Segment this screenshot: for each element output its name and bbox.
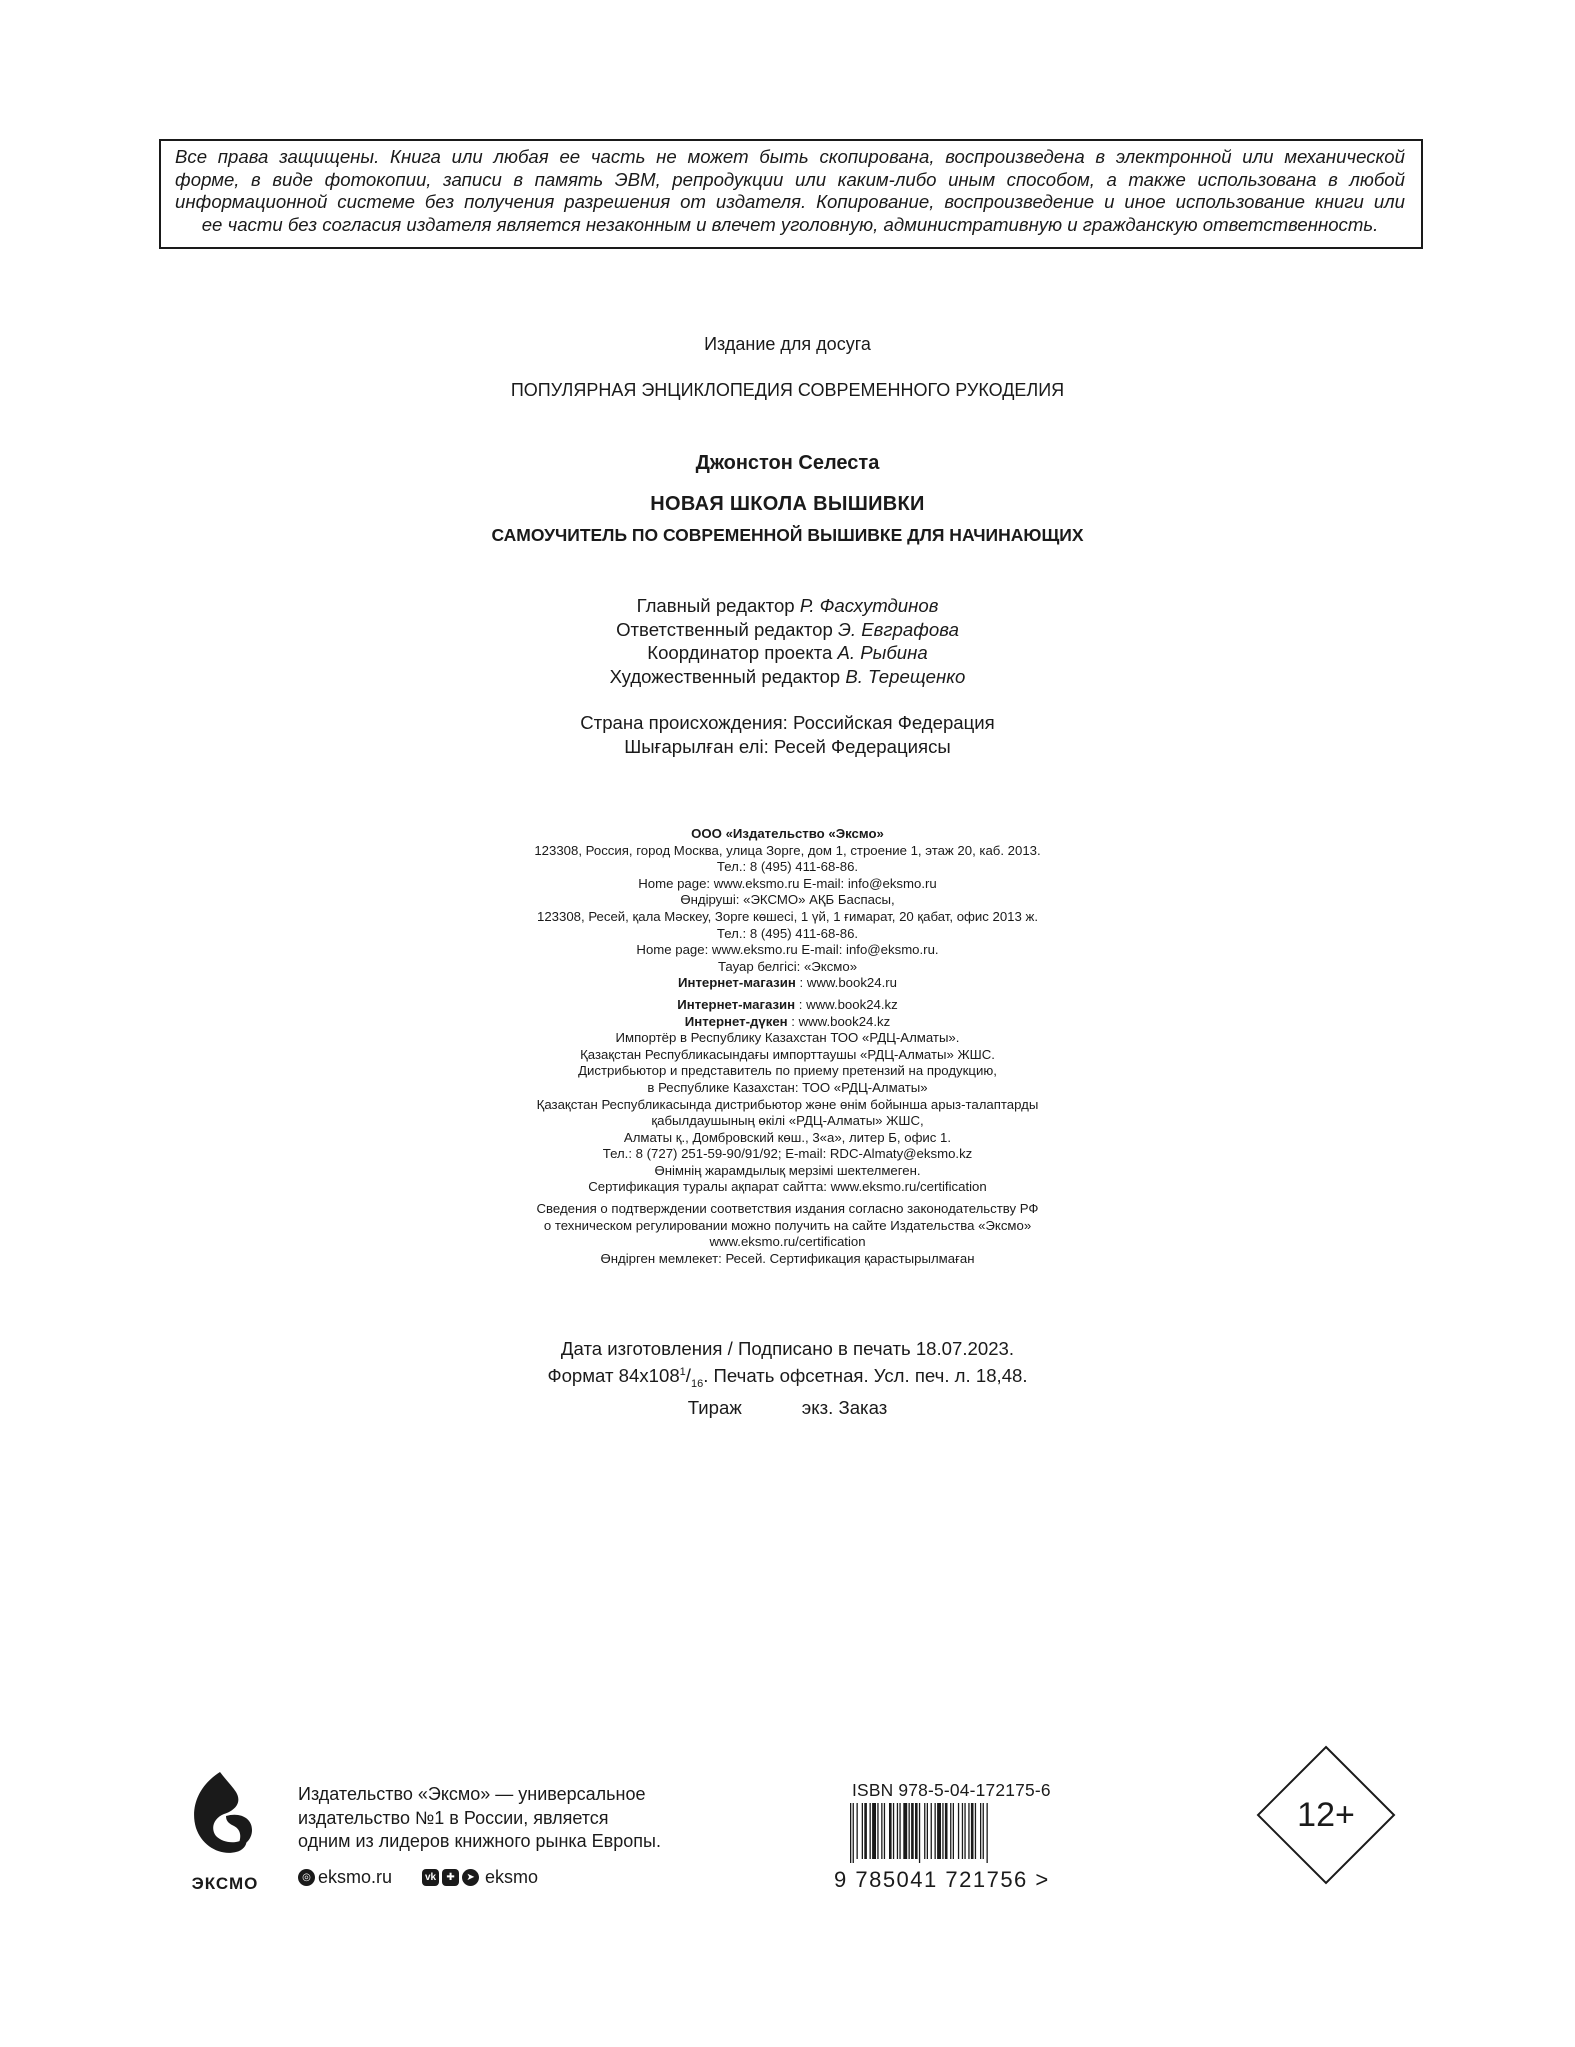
eksmo-logo-icon (180, 1766, 270, 1866)
barcode-bar (942, 1803, 943, 1859)
series-name: ПОПУЛЯРНАЯ ЭНЦИКЛОПЕДИЯ СОВРЕМЕННОГО РУКОДЕЛИЯ (510, 380, 1065, 400)
rights-notice-box (159, 139, 1423, 249)
publisher-info: ООО «Издательство «Эксмо» 123308, Россия, город Москва, улица Зорге, дом 1, строение 1, этаж 20, каб. 2013. Тел.: 8 (495) 411-68-86. Home page: www.eksmo.ru E-mail: info@eksmo.ru Өндіруші: «ЭКСМО» АҚБ Баспасы, 123308, Ресей, қала Мәскеу, Зорге көшесі, 1 үй, 1 ғимарат, 20 қабат, офис 2013 ж. Тел.: 8 (495) 411-68-86. Home page: www.eksmo.ru E-mail: info@eksmo.ru. Тауар белгісі: «Эксмо» Интернет-магазин : www.book24.ru Интернет-магазин : www.book24.kz Интернет-дүкен : www.book24.kz Импортёр в Республику Казахстан ТОО «РДЦ-Алматы». Қазақстан Республикасындағы импорттаушы «РДЦ-Алматы» ЖШС. Дистрибьютор и представитель по приему претензий на продукцию, в Республике Казахстан: ТОО «РДЦ-Алматы» Қазақстан Республикасында дистрибьютор және өнім бойынша арыз-талаптарды қабылдаушының өкілі «РДЦ-Алматы» ЖШС, Алматы қ., Домбровский көш., 3«а», литер Б, офис 1. Тел.: 8 (727) 251-59-90/91/92; E-mail: RDC-Almaty@eksmo.kz Өнімнің жарамдылық мерзімі шектелмеген. Сертификация туралы ақпарат сайтта: www.eksmo.ru/certification Сведения о подтверждении соответствия издания согласно законодательству РФ о техническом регулировании можно получить на сайте Издательства «Эксмо» www.eksmo.ru/certification Өндірген мемлекет: Ресей. Сертификация қарастырылмаған (0, 826, 1575, 1267)
barcode-bar (968, 1803, 969, 1859)
shop-kz-2: Интернет-дүкен : www.book24.kz (684, 1013, 891, 1029)
printing-details (0, 1337, 1575, 1419)
barcode-bar (915, 1803, 918, 1859)
social-links (298, 1865, 538, 1889)
barcode-bar (924, 1803, 925, 1859)
staff-line: Координатор проекта А. Рыбина (647, 642, 928, 663)
book-subtitle: САМОУЧИТЕЛЬ ПО СОВРЕМЕННОЙ ВЫШИВКЕ ДЛЯ НАЧИНАЮЩИХ (491, 525, 1084, 545)
publisher-name: ООО «Издательство «Эксмо» (691, 826, 884, 841)
barcode-bar (911, 1803, 914, 1859)
barcode-bar (899, 1803, 900, 1859)
age-rating: 12+ (1297, 1796, 1355, 1834)
barcode-bar (877, 1803, 878, 1859)
barcode-bar (964, 1803, 965, 1859)
author-name: Джонстон Селеста (695, 452, 880, 474)
staff-line: Художественный редактор В. Терещенко (609, 665, 966, 687)
globe-icon: ◎ (298, 1869, 315, 1886)
barcode-bar (864, 1803, 867, 1859)
barcode-bar (937, 1803, 941, 1859)
barcode-bar (975, 1803, 976, 1859)
print-format: Формат $84х108^1/_{16}$. Печать офсетная. Усл. печ. л. 18,48. (547, 1364, 1028, 1390)
print-date: Дата изготовления / Подписано в печать 18.07.2023. (560, 1338, 1015, 1359)
staff-line: Главный редактор Р. Фасхутдинов (636, 595, 939, 616)
barcode-bar (872, 1803, 876, 1859)
barcode-bar (962, 1803, 963, 1859)
barcode-bar (889, 1803, 892, 1859)
barcode-bar (870, 1803, 871, 1859)
barcode-bar (857, 1803, 858, 1859)
book-title: НОВАЯ ШКОЛА ВЫШИВКИ (650, 493, 925, 515)
social-handle[interactable]: eksmo (485, 1867, 539, 1887)
telegram-icon: ➤ (462, 1869, 479, 1886)
barcode-bar (983, 1803, 984, 1859)
editorial-staff (0, 594, 1575, 688)
barcode-bar (903, 1803, 907, 1859)
eksmo-logo (180, 1766, 270, 1901)
website-link[interactable]: eksmo.ru (318, 1867, 393, 1887)
shop-kz: Интернет-магазин : www.book24.kz (677, 996, 898, 1012)
logo-text: ЭКСМО (191, 1874, 259, 1893)
barcode-bar (958, 1803, 959, 1859)
barcode-bar (897, 1803, 898, 1859)
barcode-digits: 9 785041 721756 > (834, 1867, 1050, 1892)
barcode-bar (862, 1803, 863, 1859)
age-rating-badge (1256, 1745, 1396, 1885)
rights-line: ее части без согласия издателя является незаконным и влечет уголовную, административную и гражданскую ответственность. (201, 213, 1379, 235)
barcode-bar (950, 1803, 951, 1859)
rights-line: информационной системе без получения разрешения от издателя. Копирование, воспроизведение и иное использование книги или (175, 191, 1405, 213)
barcode-bar (931, 1803, 932, 1859)
shop-ru: Интернет-магазин : www.book24.ru (678, 975, 897, 991)
barcode-bar (935, 1803, 936, 1859)
barcode-bar (909, 1803, 910, 1859)
barcode-bar (893, 1803, 894, 1859)
rights-line: Все права защищены. Книга или любая ее часть не может быть скопирована, воспроизведена в электронной или механической (175, 146, 1405, 167)
barcode-bar (987, 1803, 988, 1863)
rights-line: форме, в виде фотокопии, записи в память ЭВМ, репродукции или каким-либо иным способом, а также использована в любой (175, 168, 1405, 190)
isbn-label: ISBN 978-5-04-172175-6 (852, 1780, 1051, 1800)
publisher-blurb: Издательство «Эксмо» — универсальное издательство №1 в России, является одним из лидеров книжного рынка Европы. (298, 1784, 661, 1851)
barcode-bar (971, 1803, 974, 1859)
isbn-barcode (848, 1803, 1058, 1863)
edition-type: Издание для досуга (704, 334, 871, 354)
barcode-bar (919, 1803, 920, 1863)
barcode-bar (945, 1803, 948, 1859)
print-run: Тираж экз. Заказ (687, 1396, 888, 1418)
country-of-origin: Страна происхождения: Российская Федерация Шығарылған елі: Ресей Федерациясы (580, 712, 995, 757)
ok-icon: ✚ (442, 1869, 459, 1886)
barcode-bar (853, 1803, 854, 1863)
barcode-bar (953, 1803, 954, 1859)
barcode-bar (881, 1803, 882, 1859)
vk-icon: vk (422, 1869, 439, 1886)
barcode-bar (884, 1803, 885, 1859)
barcode-bar (980, 1803, 981, 1859)
staff-line: Ответственный редактор Э. Евграфова (616, 618, 959, 640)
barcode-bar (927, 1803, 928, 1859)
barcode-bar (850, 1803, 851, 1863)
